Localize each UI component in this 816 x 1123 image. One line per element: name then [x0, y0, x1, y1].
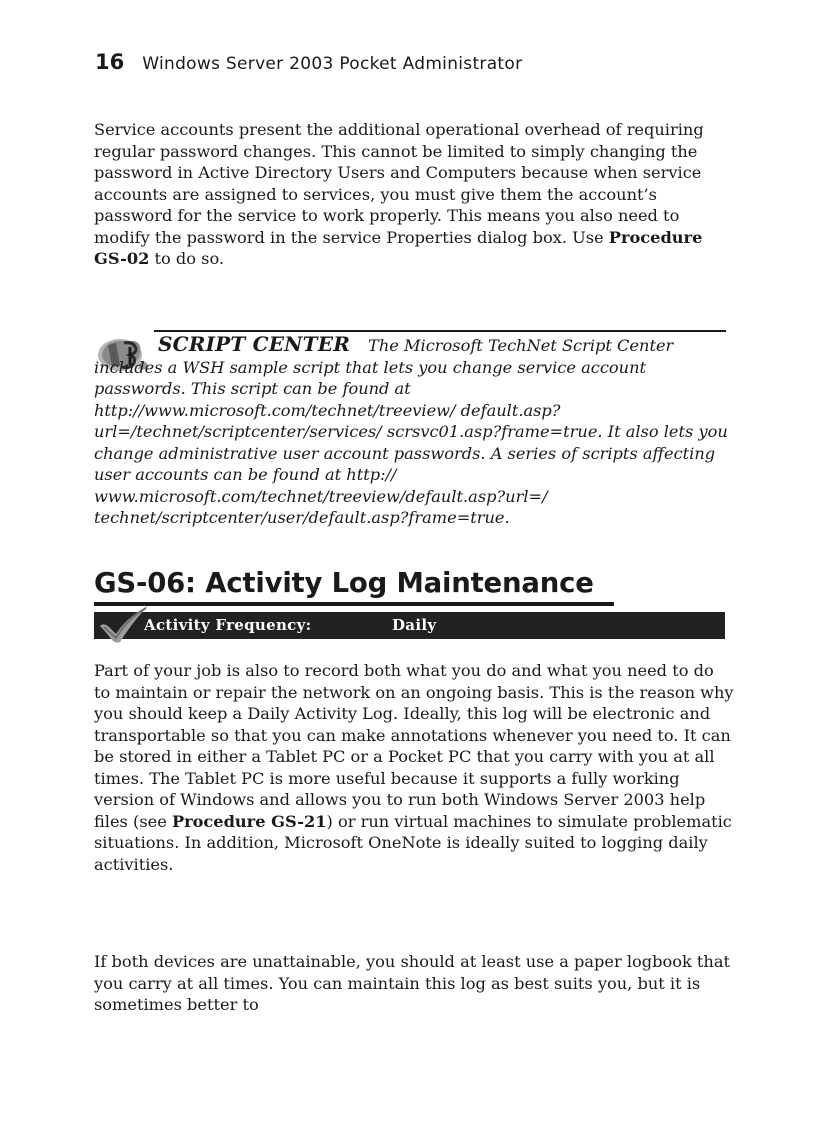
paragraph-text: to do so. — [149, 249, 225, 268]
paragraph-logbook: If both devices are unattainable, you should at least use a paper logbook that you carry at all times. You can maintain this log as best suits you, but it is sometimes better to — [94, 952, 731, 1014]
section-heading: GS-06: Activity Log Maintenance — [94, 567, 594, 599]
paragraph-service-accounts — [94, 119, 734, 270]
heading-underline — [94, 602, 614, 606]
note-body: The Microsoft TechNet Script Center includes a WSH sample script that lets you change service account passwords. This script can be found at http://www.microsoft.com/technet/treeview/ default.asp?url=/technet/scriptcenter/services/ scrsvc01.asp?frame=true. It also lets you change administrative user account passwords. A series of scripts affecting user accounts can be found at http:// www.microsoft.com/technet/treeview/default.asp?url=/ technet/scriptcenter/user/default.asp?frame=true. — [94, 336, 728, 527]
paragraph-text: ) or run virtual machines to simulate problematic situations. In addition, Microsoft OneNote is ideally suited to logging daily activities. — [94, 811, 732, 874]
activity-frequency-bar — [94, 612, 725, 639]
running-header — [95, 50, 522, 74]
script-center-text — [94, 334, 734, 529]
paragraph-text: Service accounts present the additional operational overhead of requiring regular password changes. This cannot be limited to simply changing the password in Active Directory Users and Computers because when service accounts are assigned to services, you must give them the account’s password for the service to work properly. This means you also need to modify the password in the service Properties dialog box. Use — [94, 120, 704, 247]
page-number: 16 — [95, 50, 125, 74]
note-title: SCRIPT CENTER — [158, 332, 351, 356]
procedure-reference: Procedure GS-02 — [94, 227, 703, 268]
paragraph-text: Part of your job is also to record both what you do and what you need to do to maintain or repair the network on an ongoing basis. This is the reason why you should keep a Daily Activity Log. Ideally, this log will be electronic and transportable so that you can make annotations whenever you need to. It can be stored in either a Tablet PC or a Pocket PC that you carry with you at all times. The Tablet PC is more useful because it supports a fully working version of Windows and allows you to run both Windows Server 2003 help files (see — [94, 661, 734, 831]
paragraph-activity-log — [94, 660, 734, 875]
frequency-label: Activity Frequency: — [144, 616, 312, 634]
procedure-reference: Procedure GS-21 — [171, 811, 327, 831]
frequency-value: Daily — [392, 616, 437, 634]
book-title: Windows Server 2003 Pocket Administrator — [142, 54, 523, 74]
